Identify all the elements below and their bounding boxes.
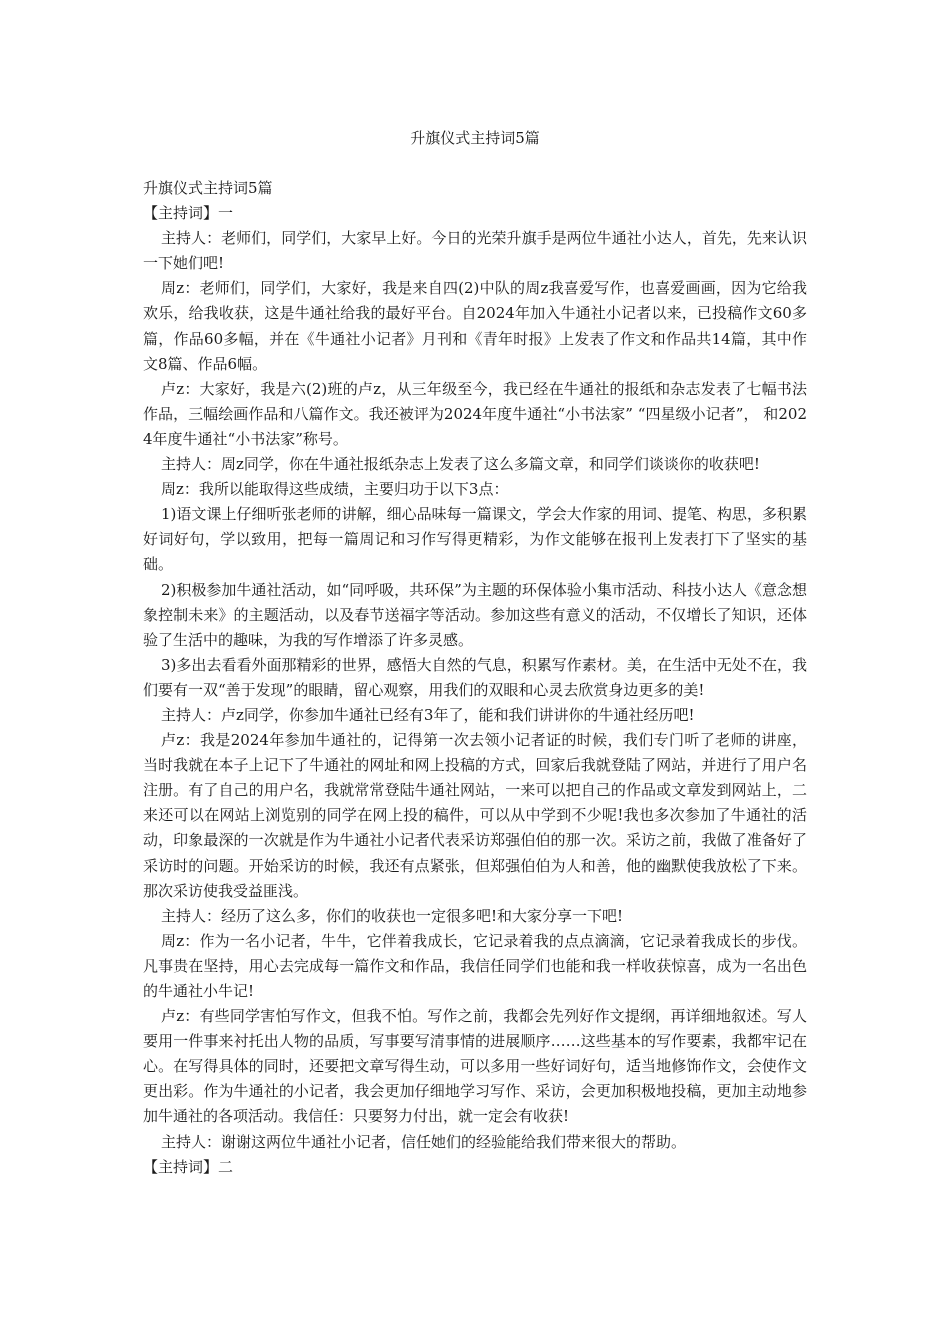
paragraph: 主持人：周z同学，你在牛通社报纸杂志上发表了这么多篇文章，和同学们谈谈你的收获吧! — [161, 455, 760, 474]
paragraph: 主持人：谢谢这两位牛通社小记者，信任她们的经验能给我们带来很大的帮助。 — [161, 1132, 687, 1151]
paragraph: 周z：我所以能取得这些成绩，主要归功于以下3点： — [161, 480, 509, 499]
section-heading-2: 【主持词】二 — [143, 1157, 234, 1176]
paragraph: 3)多出去看看外面那精彩的世界，感悟大自然的气息，积累写作素材。美，在生活中无处不在，我们要有一双“善于发现”的眼睛，留心观察，用我们的双眼和心灵去欣赏身边更多的美! — [143, 655, 807, 699]
paragraph: 卢z：有些同学害怕写作文，但我不怕。写作之前，我都会先列好作文提纲，再详细地叙述。写人要用一件事来衬托出人物的品质，写事要写清事情的进展顺序……这些基本的写作要素，我都牢记在心。在写得具体的同时，还要把文章写得生动，可以多用一些好词好句，适当地修饰作文，会使作文更出彩。作为牛通社的小记者，我会更加仔细地学习写作、采访，会更加积极地投稿，更加主动地参加牛通社的各项活动。我信任：只要努力付出，就一定会有收获! — [143, 1007, 807, 1126]
paragraph: 1)语文课上仔细听张老师的讲解，细心品味每一篇课文，学会大作家的用词、提笔、构思，多积累好词好句，学以致用，把每一篇周记和习作写得更精彩，为作文能够在报刊上发表打下了坚实的基础。 — [143, 505, 807, 574]
paragraph: 卢z：大家好，我是六(2)班的卢z，从三年级至今，我已经在牛通社的报纸和杂志发表了七幅书法作品，三幅绘画作品和八篇作文。我还被评为2024年度牛通社“小书法家” “四星级小记者”， 和2024年度牛通社“小书法家”称号。 — [143, 379, 807, 448]
document-title: 升旗仪式主持词5篇 — [410, 129, 540, 147]
document-subtitle: 升旗仪式主持词5篇 — [143, 179, 273, 197]
paragraph: 卢z：我是2024年参加牛通社的，记得第一次去领小记者证的时候，我们专门听了老师的讲座，当时我就在本子上记下了牛通社的网址和网上投稿的方式，回家后我就登陆了网站，并进行了用户名注册。有了自己的用户名，我就常常登陆牛通社网站，一来可以把自己的作品或文章发到网站上，二来还可以在网站上浏览别的同学在网上投的稿件，可以从中学到不少呢!我也多次参加了牛通社的活动，印象最深的一次就是作为牛通社小记者代表采访郑强伯伯的那一次。采访之前，我做了准备好了采访时的问题。开始采访的时候，我还有点紧张，但郑强伯伯为人和善，他的幽默使我放松了下来。那次采访使我受益匪浅。 — [143, 731, 807, 900]
paragraph: 主持人：老师们，同学们，大家早上好。今日的光荣升旗手是两位牛通社小达人，首先，先来认识一下她们吧! — [143, 229, 807, 273]
paragraph: 2)积极参加牛通社活动，如“同呼吸，共环保”为主题的环保体验小集市活动、科技小达人《意念想象控制未来》的主题活动，以及春节送福字等活动。参加这些有意义的活动，不仅增长了知识，还体验了生活中的趣味，为我的写作增添了许多灵感。 — [143, 580, 807, 649]
paragraph: 主持人：经历了这么多，你们的收获也一定很多吧!和大家分享一下吧! — [161, 906, 624, 925]
section-heading-1: 【主持词】一 — [143, 204, 234, 223]
paragraph: 周z：作为一名小记者，牛牛，它伴着我成长，它记录着我的点点滴滴，它记录着我成长的步伐。凡事贵在坚持，用心去完成每一篇作文和作品，我信任同学们也能和我一样收获惊喜，成为一名出色的牛通社小牛记! — [143, 931, 807, 1000]
paragraph: 主持人：卢z同学，你参加牛通社已经有3年了，能和我们讲讲你的牛通社经历吧! — [161, 705, 695, 724]
document-body — [143, 176, 807, 1180]
paragraph: 周z：老师们，同学们，大家好，我是来自四(2)中队的周z我喜爱写作，也喜爱画画，因为它给我欢乐，给我收获，这是牛通社给我的最好平台。自2024年加入牛通社小记者以来，已投稿作文60多篇，作品60多幅，并在《牛通社小记者》月刊和《青年时报》上发表了作文和作品共14篇，其中作文8篇、作品6幅。 — [143, 279, 807, 373]
